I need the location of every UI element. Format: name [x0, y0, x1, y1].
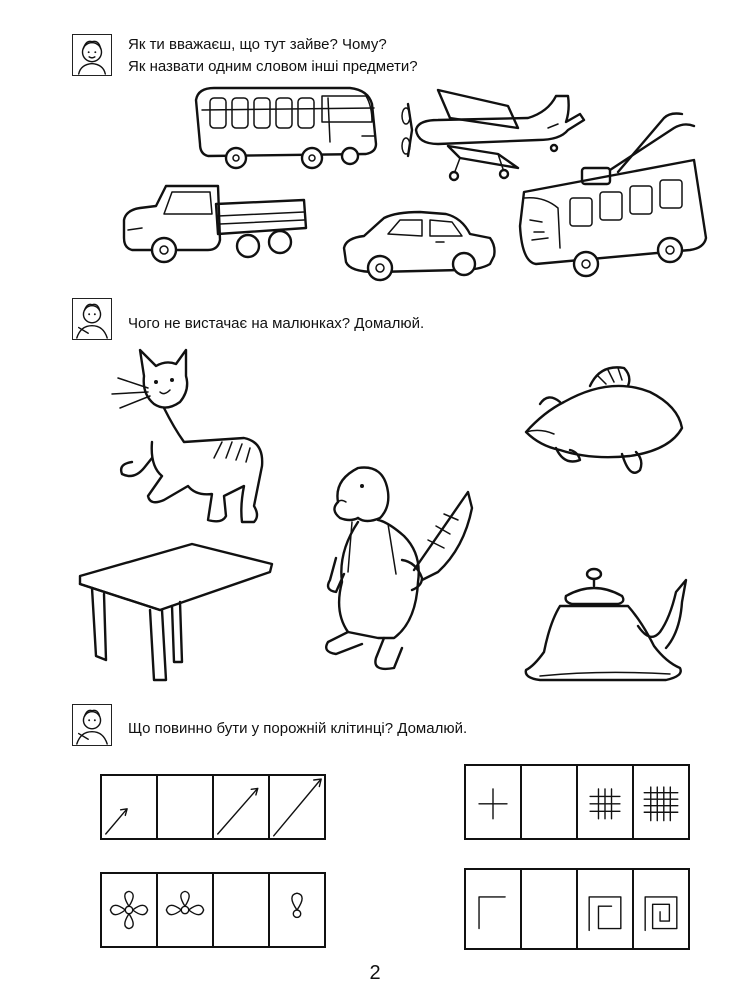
fish-picture	[520, 362, 690, 480]
cell-empty[interactable]	[520, 868, 578, 950]
grid-arrows	[100, 774, 326, 840]
cat-picture	[104, 346, 274, 532]
grid-crosshatch	[464, 764, 690, 840]
task-2-line-1: Чого не вистачає на малюнках? Домалюй.	[128, 315, 425, 332]
task-3-header	[72, 704, 467, 746]
grid-flowers	[100, 872, 326, 948]
cell-three-petal-flower	[156, 872, 214, 948]
table-picture	[76, 540, 276, 686]
teapot-picture	[520, 562, 700, 690]
child-face-icon	[72, 34, 112, 76]
cell-square-spiral-1	[576, 868, 634, 950]
cell-empty[interactable]	[520, 764, 578, 840]
cell-3x3-hash	[576, 764, 634, 840]
bus-picture	[190, 82, 380, 174]
cell-square-spiral-2	[632, 868, 690, 950]
task-3-text	[128, 704, 467, 740]
task-2-text	[128, 298, 424, 335]
cell-corner-stroke	[464, 868, 522, 950]
grid-squares	[464, 868, 690, 950]
task-1-line-1: Як ти вважаєш, що тут зайве? Чому?	[128, 36, 387, 53]
page-number: 2	[369, 962, 381, 984]
trolleybus-picture	[514, 108, 714, 284]
rabbit-picture	[318, 462, 478, 678]
cell-empty[interactable]	[156, 774, 214, 840]
cell-one-petal-flower	[268, 872, 326, 948]
task-1-header	[72, 34, 418, 78]
cell-large-arrow	[268, 774, 326, 840]
task-3-line-1: Що повинно бути у порожній клітинці? Домалюй.	[128, 720, 468, 737]
cell-4x4-hash	[632, 764, 690, 840]
car-picture	[340, 208, 500, 284]
cell-four-petal-flower	[100, 872, 158, 948]
cell-medium-arrow	[212, 774, 270, 840]
child-drawing-icon	[72, 704, 112, 746]
task-1-line-2: Як назвати одним словом інші предмети?	[128, 58, 418, 75]
task-2-header	[72, 298, 424, 340]
cell-one-cross	[464, 764, 522, 840]
child-drawing-icon	[72, 298, 112, 340]
cell-small-arrow	[100, 774, 158, 840]
truck-picture	[120, 180, 310, 272]
task-1-text	[128, 34, 418, 78]
cell-empty[interactable]	[212, 872, 270, 948]
